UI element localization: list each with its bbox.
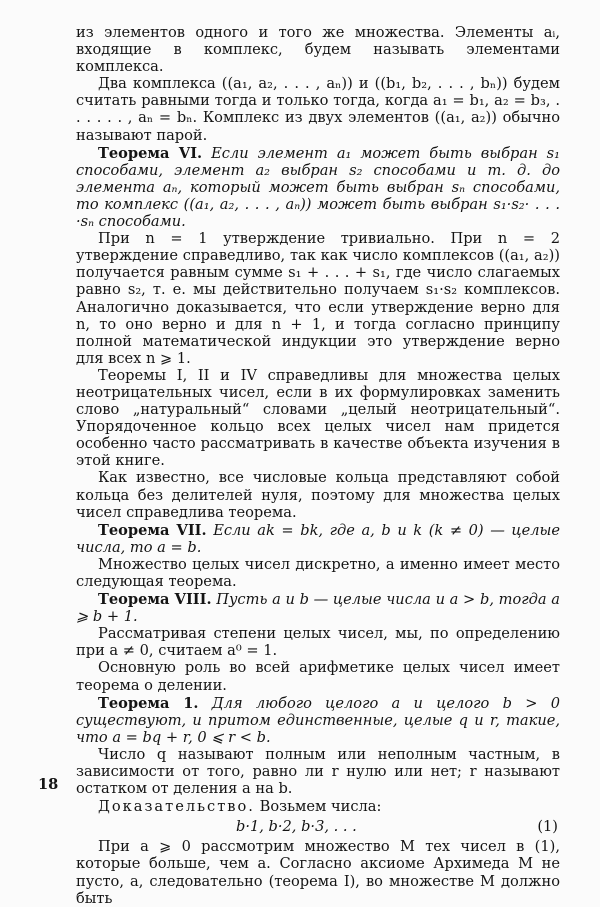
theorem-6 xyxy=(76,145,560,230)
proof-label: Доказательство. xyxy=(98,798,255,816)
theorem-8 xyxy=(76,591,560,625)
paragraph-complex-equality: Два комплекса ((a₁, a₂, . . . , aₙ)) и ((b₁, b₂, . . . , bₙ)) будем считать равными тогда и только тогда, когда a₁ = b₁, a₂ = b₃, . . . . . . , aₙ = bₙ. Комплекс из двух элементов ((a₁, a₂)) обычно называют парой. xyxy=(76,75,560,144)
page-number: 18 xyxy=(38,776,59,793)
formula-expression: b·1, b·2, b·3, . . . xyxy=(236,818,357,836)
theorem-7-text: Если ak = bk, где a, b и k (k ≠ 0) — целые числа, то a = b. xyxy=(76,521,561,556)
paragraph-division-role: Основную роль во всей арифметике целых чисел имеет теорема о делении. xyxy=(76,659,560,694)
theorem-7 xyxy=(76,522,560,556)
proof-start xyxy=(76,798,560,815)
theorem-8-text: Пусть a и b — целые числа и a > b, тогда a ⩾ b + 1. xyxy=(76,591,561,626)
paragraph-quotient-definition: Число q называют полным или неполным частным, в зависимости от того, равно ли r нулю или нет; r называют остатком от деления a на b. xyxy=(76,745,560,798)
theorem-1-text: Для любого целого a и целого b > 0 существуют, и притом единственные, целые q и r, такие, что a = bq + r, 0 ⩽ r < b. xyxy=(76,694,561,746)
paragraph-final: При a ⩾ 0 рассмотрим множество M тех чисел в (1), которые больше, чем a. Согласно аксиоме Архимеда M не пусто, а, следовательно (теорема I), во множестве M должно быть xyxy=(76,838,560,907)
paragraph-theorems-applicability: Теоремы I, II и IV справедливы для множества целых неотрицательных чисел, если в их формулировках заменить слово „натуральный“ словами „целый неотрицательный“. Упорядоченное кольцо всех целых чисел нам придется особенно часто рассматривать в качестве объекта изучения в этой книге. xyxy=(76,366,560,470)
theorem-6-proof: При n = 1 утверждение тривиально. При n = 2 утверждение справедливо, так как число комплексов ((a₁, a₂)) получается равным сумме s₁ + . . . + s₁, где число слагаемых равно s₂, т. е. мы действительно получаем s₁·s₂ комплексов. Аналогично доказывается, что если утверждение верно для n, то оно верно и для n + 1, и тогда согласно принципу полной математической индукции это утверждение верно для всех n ⩾ 1. xyxy=(76,230,560,367)
paragraph-rings-remark: Как известно, все числовые кольца представляют собой кольца без делителей нуля, поэтому для множества целых чисел справедлива теорема. xyxy=(76,469,560,521)
theorem-6-label: Теорема VI. xyxy=(98,144,203,162)
theorem-6-text: Если элемент a₁ может быть выбран s₁ способами, элемент a₂ выбран s₂ способами и т. д. до элемента aₙ, который может быть выбран sₙ способами, то комплекс ((a₁, a₂, . . . , aₙ)) может быть выбран s₁·s₂· . . . ·sₙ способами. xyxy=(76,144,561,231)
proof-intro: Возьмем числа: xyxy=(259,798,382,816)
paragraph-discreteness: Множество целых чисел дискретно, а именно имеет место следующая теорема. xyxy=(76,555,560,590)
formula-1 xyxy=(76,817,560,836)
theorem-7-label: Теорема VII. xyxy=(98,521,207,539)
paragraph-powers: Рассматривая степени целых чисел, мы, по определению при a ≠ 0, считаем a⁰ = 1. xyxy=(76,625,560,660)
formula-number: (1) xyxy=(537,818,558,836)
theorem-1 xyxy=(76,695,560,746)
theorem-8-label: Теорема VIII. xyxy=(98,591,212,609)
paragraph-continuation: из элементов одного и того же множества. Элементы aᵢ, входящие в комплекс, будем называть элементами комплекса. xyxy=(76,24,560,76)
theorem-1-label: Теорема 1. xyxy=(98,694,199,712)
